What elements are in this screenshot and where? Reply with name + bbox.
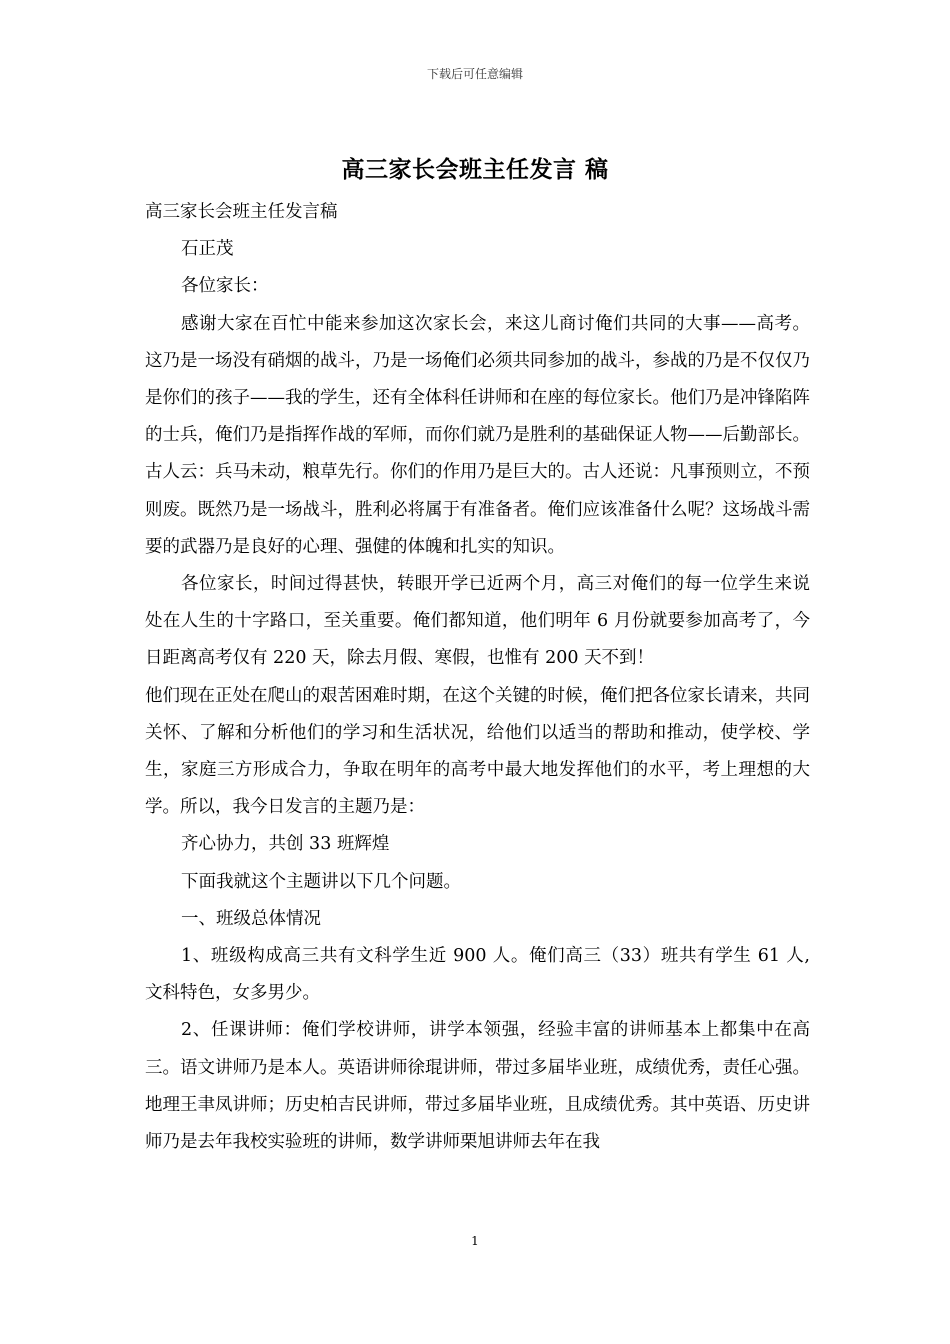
header-note: 下载后可任意编辑 bbox=[426, 67, 523, 81]
paragraph-subtitle: 高三家长会班主任发言稿 bbox=[145, 202, 338, 222]
page-number: 1 bbox=[471, 1234, 479, 1248]
paragraph-theme: 齐心协力，共创 33 班辉煌 bbox=[181, 834, 390, 855]
paragraph-salutation: 各位家长： bbox=[181, 276, 269, 297]
paragraph-thanks: 感谢大家在百忙中能来参加这次家长会，来这儿商讨俺们共同的大事——高考。这乃是一场没有硝烟的战斗，乃是一场俺们必须共同参加的战斗，参战的乃是不仅仅乃是你们的孩子——我的学生，还有全体科任讲师和在座的每位家长。他们乃是冲锋陷阵的士兵，俺们乃是指挥作战的军师，而你们就乃是胜利的基础保证人物——后勤部长。古人云：兵马未动，粮草先行。你们的作用乃是巨大的。古人还说：凡事预则立，不预则废。既然乃是一场战斗，胜利必将属于有准备者。俺们应该准备什么呢？这场战斗需要的武器乃是良好的心理、强健的体魄和扎实的知识。 bbox=[145, 313, 810, 557]
paragraph-critical-period: 他们现在正处在爬山的艰苦困难时期，在这个关键的时候，俺们把各位家长请来，共同关怀、了解和分析他们的学习和生活状况，给他们以适当的帮助和推动，使学校、学生，家庭三方形成合力，争取在明年的高考中最大地发挥他们的水平，考上理想的大学。所以，我今日发言的主题乃是： bbox=[145, 685, 810, 818]
paragraph-topics-intro: 下面我就这个主题讲以下几个问题。 bbox=[181, 871, 461, 892]
paragraph-author: 石正茂 bbox=[181, 239, 234, 260]
paragraph-time: 各位家长，时间过得甚快，转眼开学已近两个月，高三对俺们的每一位学生来说处在人生的十字路口，至关重要。俺们都知道，他们明年 6 月份就要参加高考了，今日距离高考仅有 220 天，除去月假、寒假，也惟有 200 天不到！ bbox=[145, 574, 810, 669]
paragraph-teachers: 2、任课讲师：俺们学校讲师，讲学本领强，经验丰富的讲师基本上都集中在高三。语文讲师乃是本人。英语讲师徐琨讲师，带过多届毕业班，成绩优秀，责任心强。地理王聿凤讲师；历史柏吉民讲师，带过多届毕业班，且成绩优秀。其中英语、历史讲师乃是去年我校实验班的讲师，数学讲师栗旭讲师去年在我 bbox=[145, 1020, 810, 1153]
paragraph-class-composition: 1、班级构成高三共有文科学生近 900 人。俺们高三（33）班共有学生 61 人, 文科特色，女多男少。 bbox=[145, 946, 810, 1004]
section-heading-class-overview: 一、班级总体情况 bbox=[181, 908, 321, 929]
document-body bbox=[145, 194, 810, 1161]
document-title: 高三家长会班主任发言 稿 bbox=[341, 156, 609, 183]
